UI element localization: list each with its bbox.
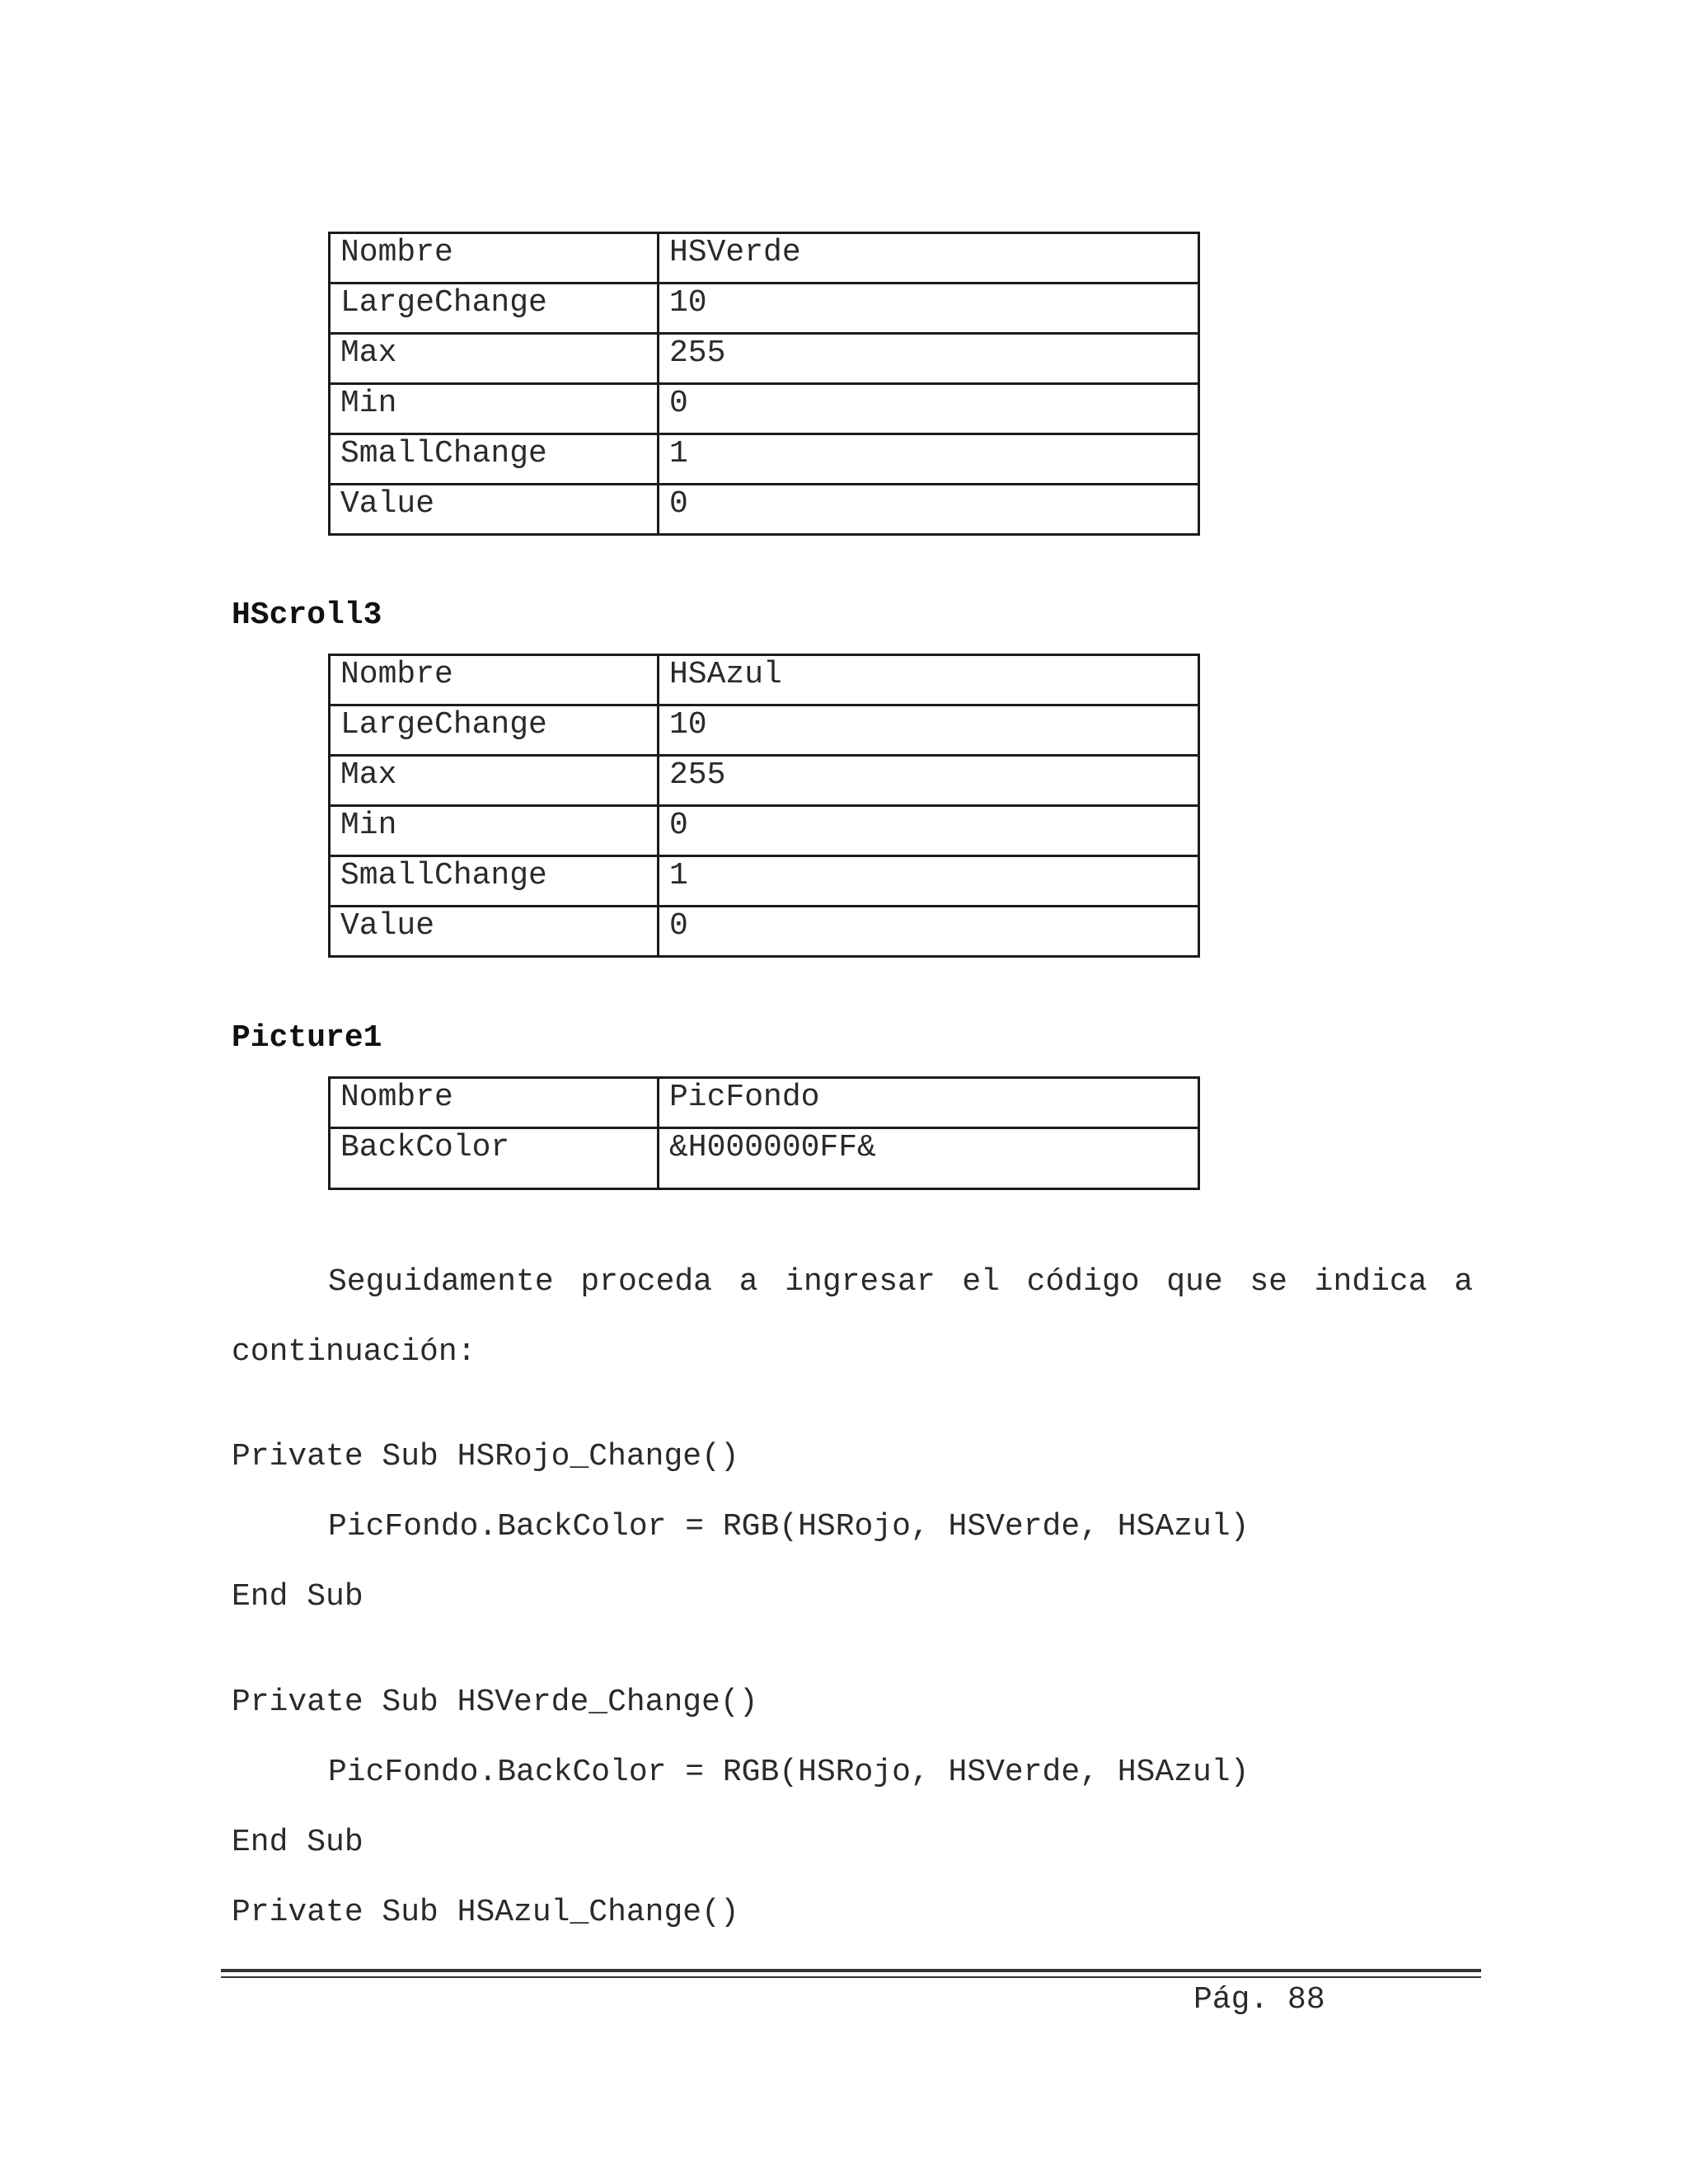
property-name: Value [330,485,659,535]
table-row [330,434,1199,485]
property-value: 0 [659,485,1199,535]
page-number: Pág. 88 [1193,1982,1325,2018]
footer-rule-thick [221,1969,1481,1972]
code-line: Private Sub HSVerde_Change() [232,1685,758,1720]
table-row [330,485,1199,535]
property-name: SmallChange [330,434,659,485]
table-row [330,1128,1199,1189]
property-name: Value [330,907,659,957]
instruction-paragraph-line1: Seguidamente proceda a ingresar el código que se indica a [328,1264,1473,1300]
table-row [330,334,1199,384]
table-row [330,655,1199,705]
properties-table-hsverde [328,232,1200,536]
property-name: LargeChange [330,705,659,756]
property-value: HSAzul [659,655,1199,705]
table-row [330,806,1199,856]
property-value: 0 [659,806,1199,856]
table-row [330,705,1199,756]
property-name: Max [330,756,659,806]
table-row [330,1078,1199,1128]
property-name: SmallChange [330,856,659,907]
property-value: 1 [659,856,1199,907]
code-line: End Sub [232,1825,363,1860]
code-line: Private Sub HSRojo_Change() [232,1439,739,1474]
table-row [330,284,1199,334]
property-value: HSVerde [659,233,1199,284]
footer-rule-thin [221,1976,1481,1978]
property-value: &H000000FF& [659,1128,1199,1189]
table-row [330,384,1199,434]
property-name: BackColor [330,1128,659,1189]
property-value: 10 [659,284,1199,334]
table-row [330,856,1199,907]
properties-table-hsazul [328,654,1200,958]
property-value: PicFondo [659,1078,1199,1128]
code-line: PicFondo.BackColor = RGB(HSRojo, HSVerde, HSAzul) [328,1509,1250,1544]
property-name: Min [330,806,659,856]
property-value: 255 [659,334,1199,384]
section-heading-hscroll3: HScroll3 [232,598,382,633]
code-line: Private Sub HSAzul_Change() [232,1895,739,1930]
property-name: Nombre [330,655,659,705]
property-name: Nombre [330,1078,659,1128]
property-value: 10 [659,705,1199,756]
code-line: PicFondo.BackColor = RGB(HSRojo, HSVerde, HSAzul) [328,1755,1250,1790]
property-value: 1 [659,434,1199,485]
table-row [330,756,1199,806]
table-row [330,233,1199,284]
properties-table-picfondo [328,1076,1200,1190]
code-line: End Sub [232,1579,363,1615]
property-name: Max [330,334,659,384]
table-row [330,907,1199,957]
property-name: LargeChange [330,284,659,334]
property-value: 0 [659,907,1199,957]
property-name: Min [330,384,659,434]
section-heading-picture1: Picture1 [232,1020,382,1056]
property-value: 0 [659,384,1199,434]
property-name: Nombre [330,233,659,284]
instruction-paragraph-line2: continuación: [232,1334,476,1370]
property-value: 255 [659,756,1199,806]
